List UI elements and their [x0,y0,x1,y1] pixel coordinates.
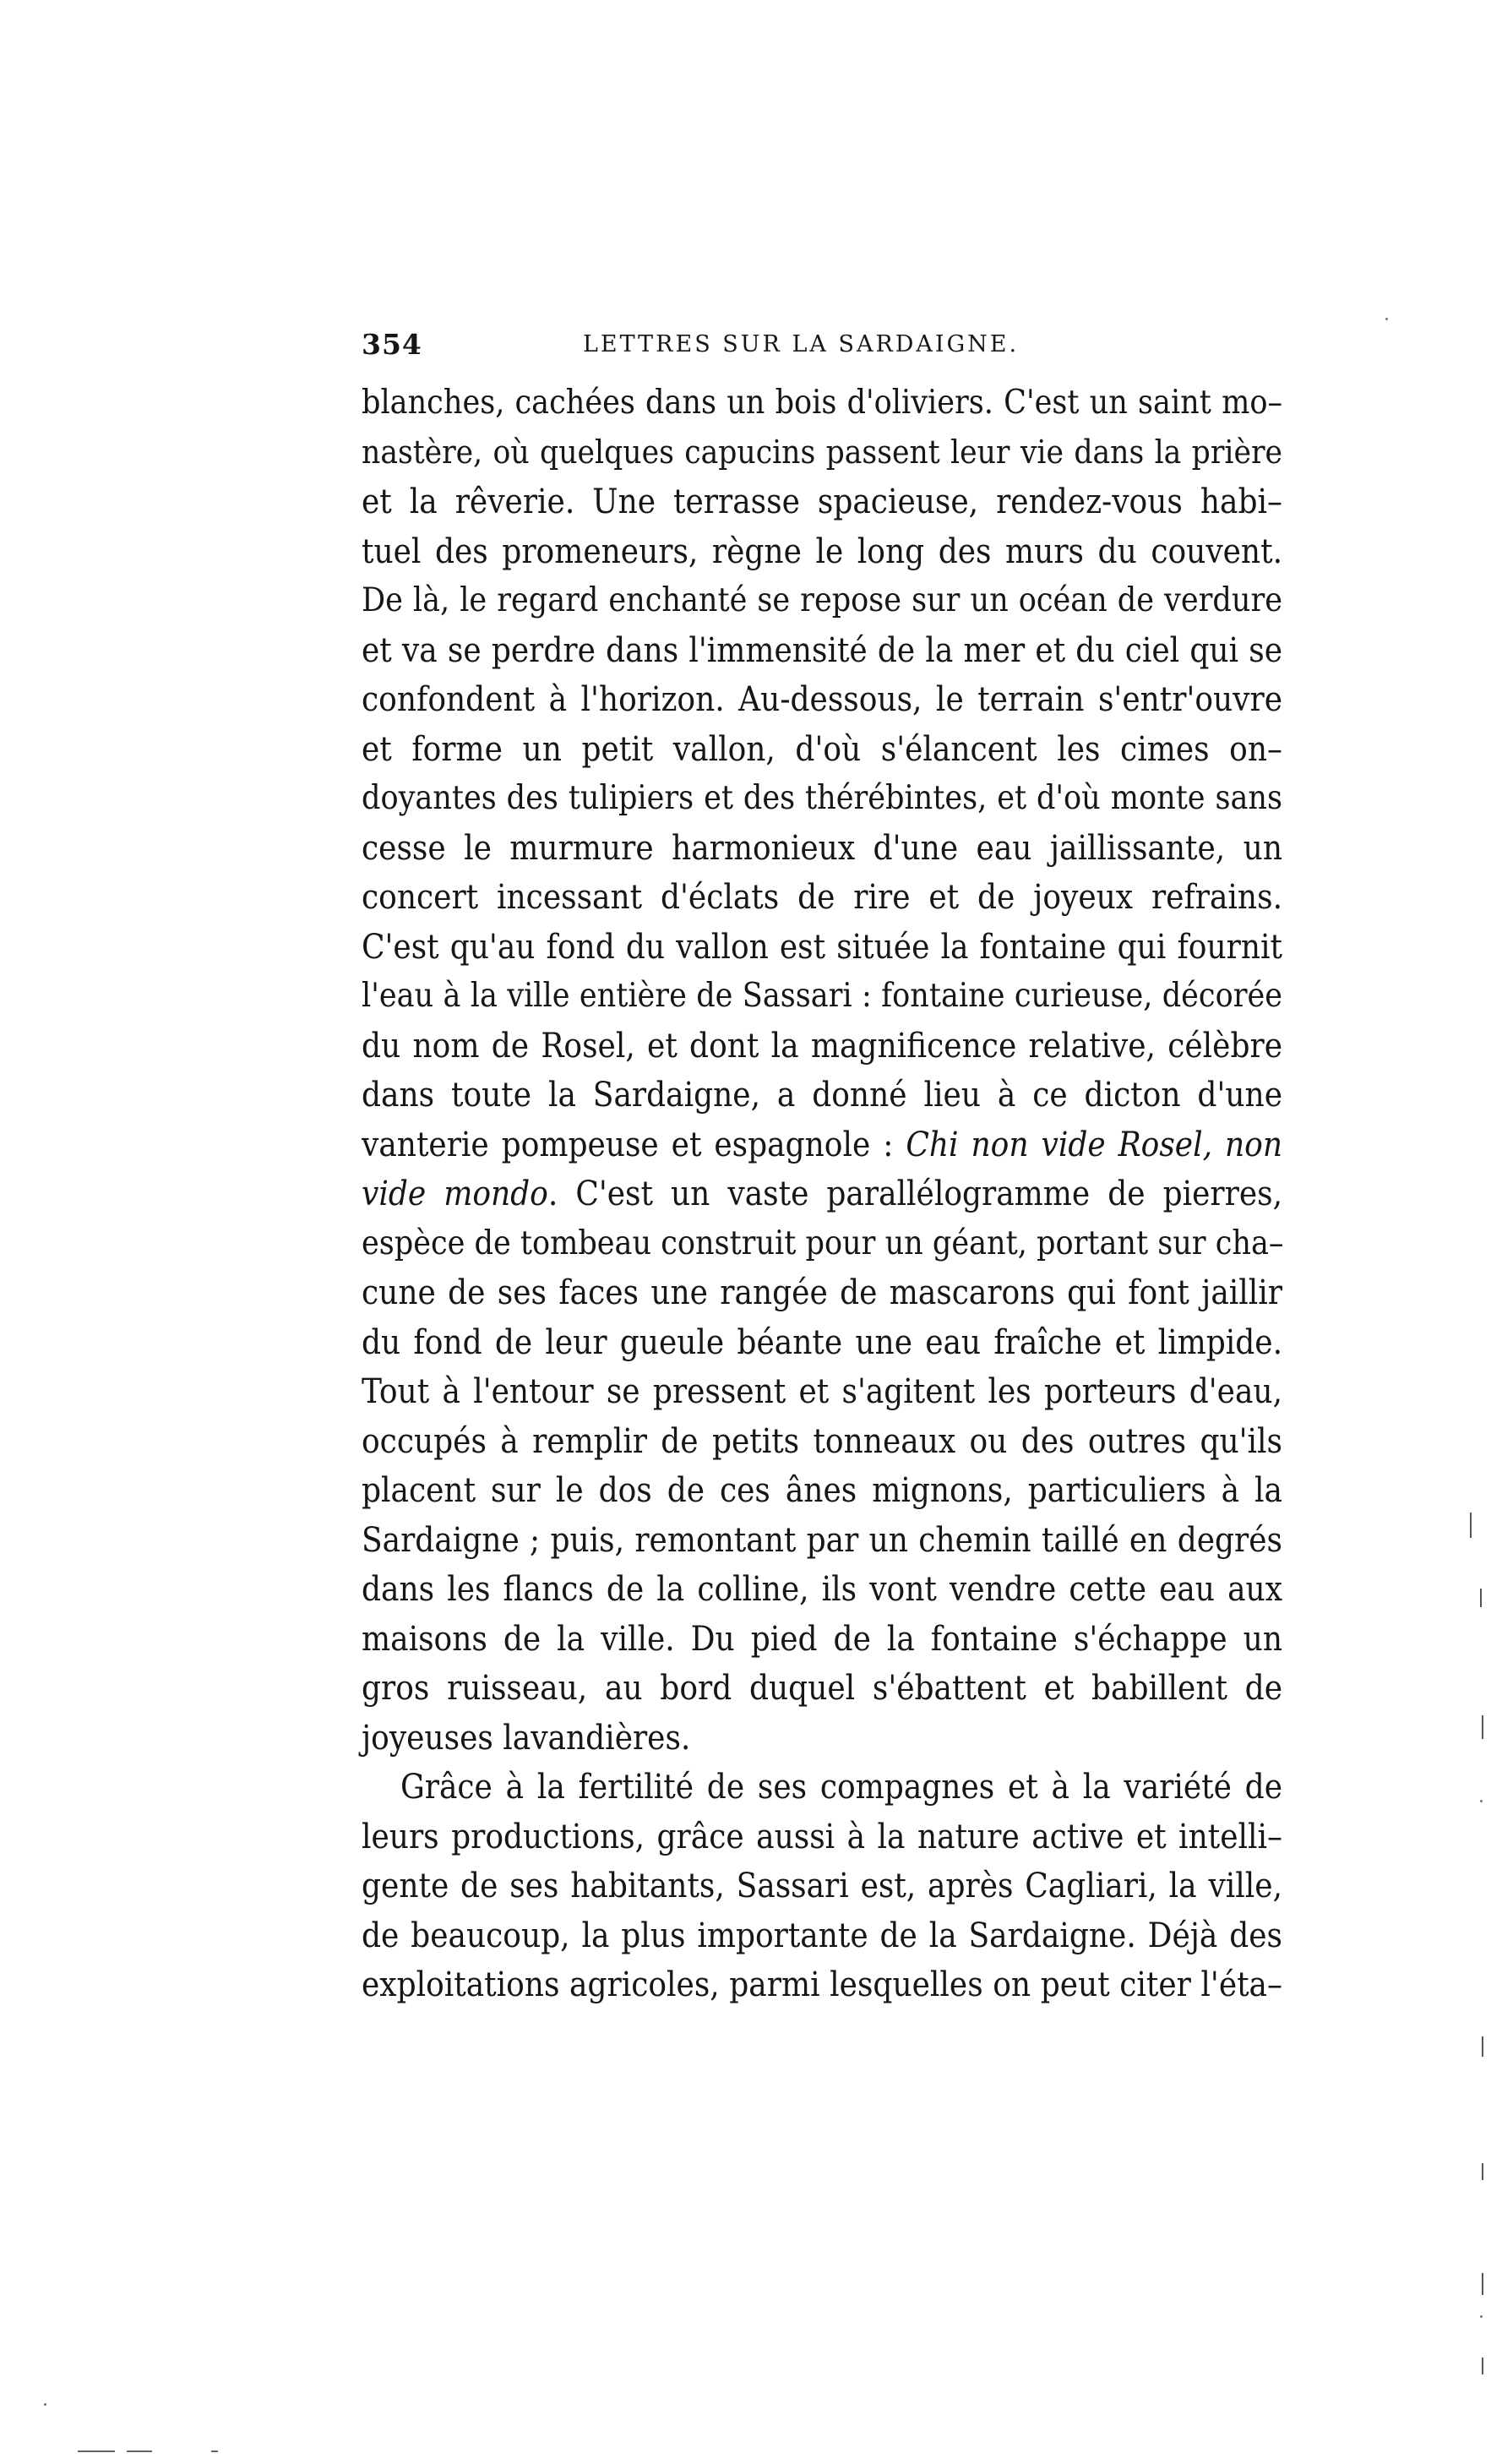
scan-mark [1480,1589,1482,1607]
body-text [362,379,1282,2010]
text-line: placent sur le dos de ces ânes mignons, particuliers à la [362,1471,1282,1510]
scan-mark [1482,2163,1483,2180]
text-line: du fond de leur gueule béante une eau fraîche et limpide. [362,1322,1282,1362]
scan-speck [44,2403,46,2406]
text-line: blanches, cachées dans un bois d'oliviers. C'est un saint mo– [362,384,1282,422]
text-span: . C'est un vaste parallélogramme de pierres, [547,1175,1283,1213]
text-line: dans les flancs de la colline, ils vont vendre cette eau aux [362,1570,1282,1609]
text-line: Tout à l'entour se pressent et s'agitent les porteurs d'eau, [362,1372,1282,1411]
text-line: du nom de Rosel, et dont la magnificence relative, célèbre [362,1026,1282,1066]
text-line: gente de ses habitants, Sassari est, après Cagliari, la ville, [362,1867,1282,1905]
text-line-with-italic [362,1120,1282,1170]
scan-speck [1480,1800,1483,1802]
text-line: De là, le regard enchanté se repose sur un océan de verdure [362,581,1282,619]
text-line: gros ruisseau, au bord duquel s'ébattent et babillent de [362,1669,1282,1708]
text-line: dans toute la Sardaigne, a donné lieu à ce dicton d'une [362,1076,1282,1115]
text-line: Sardaigne ; puis, remontant par un chemin taillé en degrés [362,1520,1282,1560]
text-line: cune de ses faces une rangée de mascarons qui font jaillir [362,1273,1282,1312]
text-line: C'est qu'au fond du vallon est située la fontaine qui fournit [362,927,1282,967]
page-number: 354 [362,328,422,361]
text-line: tuel des promeneurs, règne le long des murs du couvent. [362,532,1282,571]
italic-quote: vide mondo [362,1175,548,1213]
scan-mark [1482,2273,1483,2295]
scan-mark [1470,1513,1472,1538]
italic-quote: Chi non vide Rosel, non [906,1125,1283,1164]
scan-mark [1482,2036,1483,2057]
text-line: doyantes des tulipiers et des thérébintes, et d'où monte sans [362,779,1282,817]
running-title: LETTRES SUR LA SARDAIGNE. [583,331,1020,357]
text-line: Grâce à la fertilité de ses compagnes et à la variété de [400,1768,1282,1807]
text-line: joyeuses lavandières. [362,1718,691,1758]
text-line: leurs productions, grâce aussi à la nature active et intelli– [362,1817,1282,1856]
text-line: et forme un petit vallon, d'où s'élancent les cimes on– [362,729,1282,769]
text-line: et va se perdre dans l'immensité de la mer et du ciel qui se [362,630,1282,670]
text-line: nastère, où quelques capucins passent leur vie dans la prière [362,433,1282,472]
text-line: espèce de tombeau construit pour un géant, portant sur cha– [362,1224,1284,1262]
scan-speck [1480,2315,1483,2318]
scan-dash [127,2450,152,2452]
scan-dash [78,2450,115,2452]
scan-mark [1482,1715,1483,1739]
text-line: de beaucoup, la plus importante de la Sardaigne. Déjà des [362,1916,1282,1955]
text-line-with-italic [362,1169,1282,1219]
page-header [362,328,1282,379]
text-line: occupés à remplir de petits tonneaux ou des outres qu'ils [362,1421,1282,1461]
text-line: confondent à l'horizon. Au-dessous, le terrain s'entr'ouvre [362,680,1282,719]
text-line: cesse le murmure harmonieux d'une eau jaillissante, un [362,828,1282,868]
text-span: vanterie pompeuse et espagnole : [362,1125,906,1164]
text-line: concert incessant d'éclats de rire et de joyeux refrains. [362,878,1282,917]
text-line: l'eau à la ville entière de Sassari : fontaine curieuse, décorée [362,977,1282,1015]
text-line: exploitations agricoles, parmi lesquelles on peut citer l'éta– [362,1965,1282,2004]
text-line: maisons de la ville. Du pied de la fontaine s'échappe un [362,1619,1282,1659]
scan-mark [1482,2358,1483,2374]
scan-speck [1385,318,1388,320]
text-line: et la rêverie. Une terrasse spacieuse, rendez-vous habi– [362,482,1282,521]
scan-dash [211,2450,218,2452]
